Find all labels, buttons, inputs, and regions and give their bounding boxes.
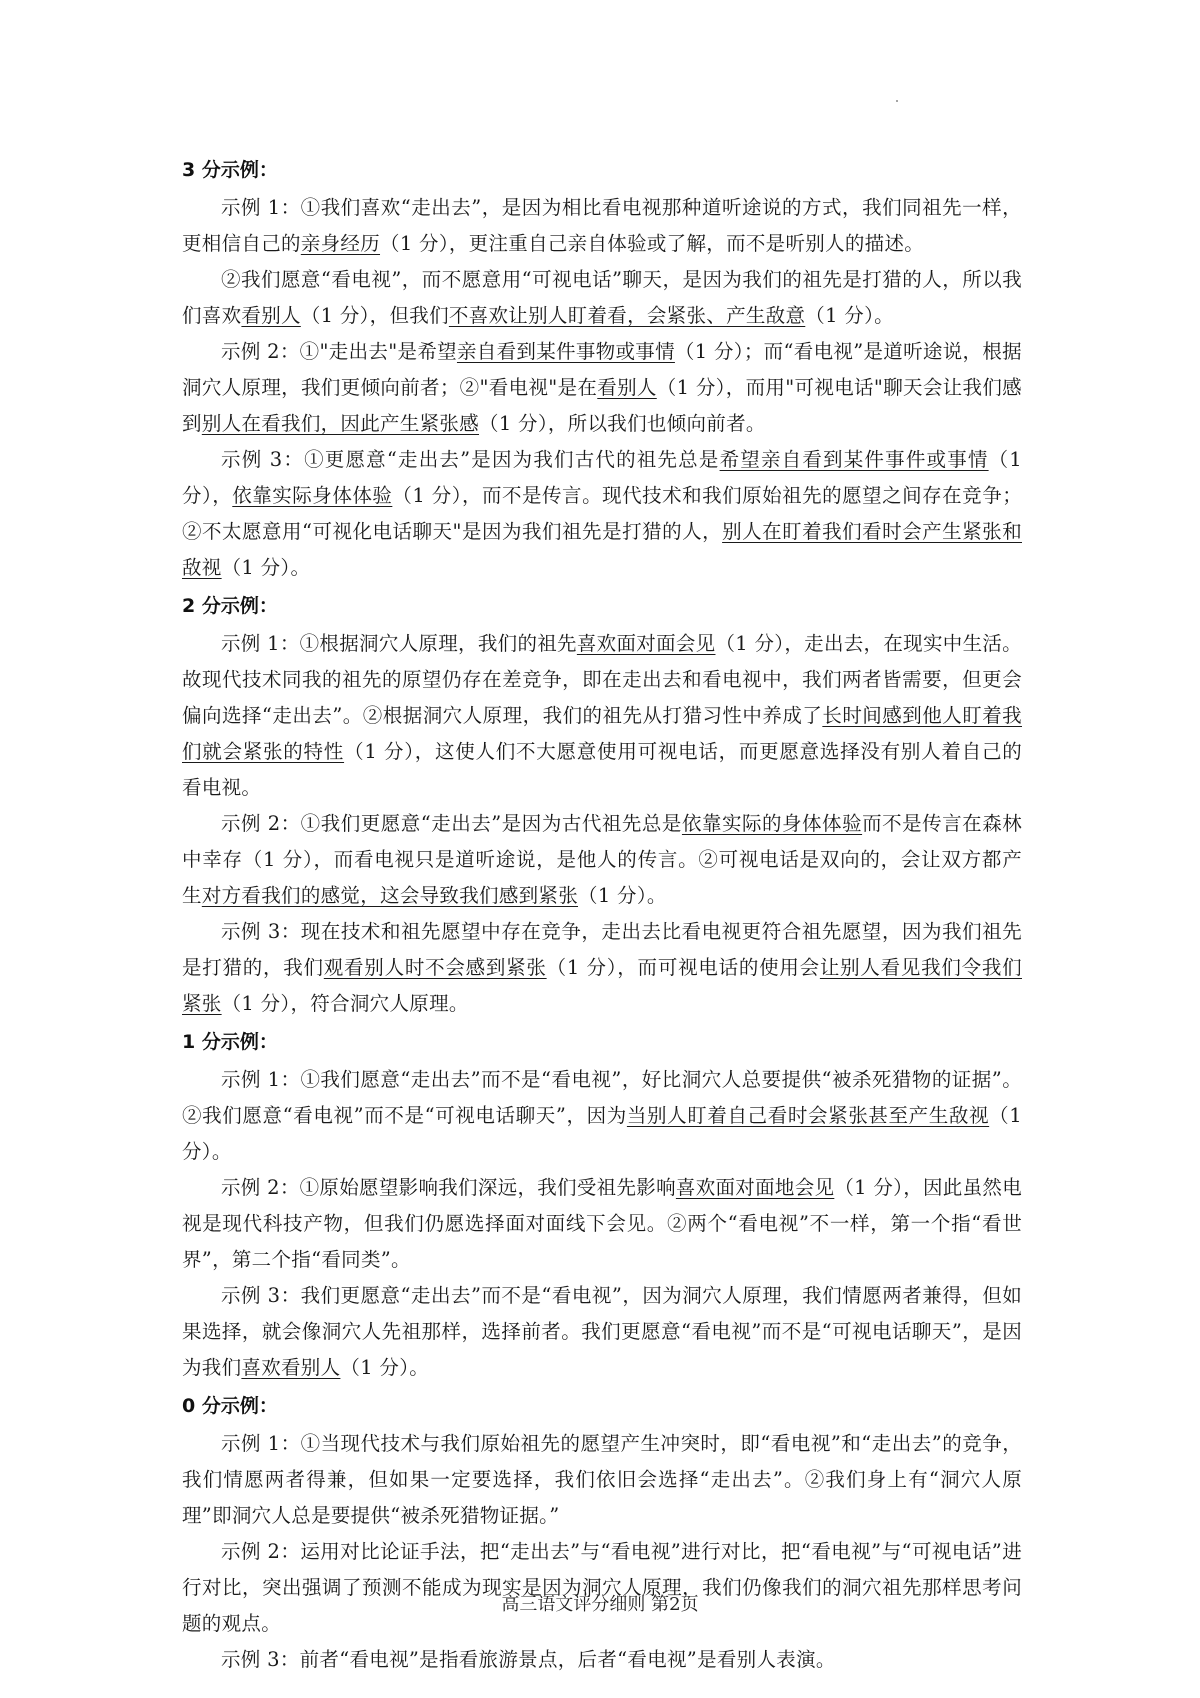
section-heading: 2 分示例： <box>182 595 278 617</box>
paragraph-text: （1 分），因此虽然电视是现代科技产物，但我们仍愿选择面对面线下会见。②两个“看电视”不一样，第一个指“看世界”，第二个指“看同类”。 <box>182 1176 1023 1271</box>
scoring-point-underlined: 看别人 <box>241 304 301 327</box>
example-paragraph <box>182 1062 1022 1170</box>
scoring-point-underlined: 喜欢看别人 <box>241 1356 341 1379</box>
paragraph-text: 示例 3：我们更愿意“走出去”而不是“看电视”，因为洞穴人原理，我们情愿两者兼得，但如果选择，就会像洞穴人先祖那样，选择前者。我们更愿意“看电视”而不是“可视电话聊天”，是因为我们 <box>182 1284 1022 1379</box>
scoring-point-underlined: 观看别人时不会感到紧张 <box>323 956 547 979</box>
scoring-point-underlined: 当别人盯着自己看时会紧张甚至产生敌视 <box>626 1104 990 1127</box>
paragraph-text: 示例 2：①原始愿望影响我们深远，我们受祖先影响 <box>221 1176 676 1199</box>
scoring-point-underlined: 亲自看到某件事物或事情 <box>456 340 675 363</box>
paragraph-text: 示例 1：①根据洞穴人原理，我们的祖先 <box>221 632 577 655</box>
scoring-point-underlined: 喜欢面对面地会见 <box>675 1176 835 1199</box>
page-footer: 高三语文评分细则 第2页 <box>501 1594 699 1615</box>
scoring-point-underlined: 别人在看我们，因此产生紧张感 <box>201 412 480 435</box>
example-paragraph <box>182 190 1022 262</box>
example-paragraph <box>182 1534 1022 1642</box>
scoring-point-underlined: 依靠实际身体体验 <box>232 484 393 507</box>
paragraph-text: 示例 3：①更愿意“走出去”是因为我们古代的祖先总是 <box>221 448 720 471</box>
paragraph-text: ②我们愿意“看电视”，而不愿意用“可视电话”聊天，是因为我们的祖先是打猎的人，所以我们喜欢 <box>182 268 1022 327</box>
scoring-point-underlined: 亲身经历 <box>300 232 381 255</box>
example-paragraph <box>182 626 1022 806</box>
example-paragraph <box>182 914 1022 1022</box>
scoring-point-underlined: 别人在盯着我们看时会产生紧张和敌视 <box>182 520 1022 579</box>
section-heading: 0 分示例： <box>182 1395 278 1417</box>
paragraph-text: 示例 2：①"走出去"是希望 <box>221 340 457 363</box>
paragraph-text: （1 分）。 <box>340 1356 430 1379</box>
paragraph-text: 示例 2：①我们更愿意“走出去”是因为古代祖先总是 <box>221 812 682 835</box>
scoring-point-underlined: 希望亲自看到某件事件或事情 <box>719 448 989 471</box>
example-paragraph <box>182 442 1022 586</box>
scoring-point-underlined: 对方看我们的感觉，这会导致我们感到紧张 <box>201 884 579 907</box>
example-paragraph <box>182 334 1022 442</box>
paragraph-text: 示例 3：现在技术和祖先愿望中存在竞争，走出去比看电视更符合祖先愿望，因为我们祖先是打猎的，我们 <box>182 920 1022 979</box>
section-heading: 1 分示例： <box>182 1031 278 1053</box>
document-body <box>182 150 1022 1678</box>
example-paragraph <box>182 1426 1022 1534</box>
example-paragraph <box>182 806 1022 914</box>
scoring-point-underlined: 依靠实际的身体体验 <box>681 812 863 835</box>
paragraph-text: （1 分），而不是传言。现代技术和我们原始祖先的愿望之间存在竞争；②不太愿意用“可视化电话聊天"是因为我们祖先是打猎的人， <box>182 484 1022 543</box>
paragraph-text: （1 分）。 <box>578 884 667 907</box>
scoring-point-underlined: 让别人看见我们令我们紧张 <box>182 956 1022 1015</box>
example-paragraph <box>182 1278 1022 1386</box>
paragraph-text: 示例 1：①我们愿意“走出去”而不是“看电视”，好比洞穴人总要提供“被杀死猎物的证据”。②我们愿意“看电视”而不是“可视电话聊天”，因为 <box>182 1068 1022 1127</box>
paragraph-text: （1 分），走出去，在现实中生活。故现代技术同我的祖先的原望仍存在差竞争，即在走出去和看电视中，我们两者皆需要，但更会偏向选择“走出去”。②根据洞穴人原理，我们的祖先从打猎习性中养成了 <box>182 632 1022 727</box>
paragraph-text: 示例 2：运用对比论证手法，把“走出去”与“看电视”进行对比，把“看电视”与“可视电话”进行对比，突出强调了预测不能成为现实是因为洞穴人原理，我们仍像我们的洞穴祖先那样思考问题的观点。 <box>182 1540 1022 1635</box>
scoring-point-underlined: 喜欢面对面会见 <box>576 632 716 655</box>
paragraph-text: 示例 1：①我们喜欢“走出去”，是因为相比看电视那种道听途说的方式，我们同祖先一样，更相信自己的 <box>182 196 1022 255</box>
paragraph-text: （1 分），这使人们不大愿意使用可视电话，而更愿意选择没有别人着自己的看电视。 <box>182 740 1022 799</box>
paragraph-text: （1 分），而用"可视电话"聊天会让我们感到 <box>182 376 1022 435</box>
paragraph-text: 示例 3：前者“看电视”是指看旅游景点，后者“看电视”是看别人表演。 <box>221 1648 836 1671</box>
scoring-point-underlined: 不喜欢让别人盯着看，会紧张、产生敌意 <box>448 304 806 327</box>
example-paragraph <box>182 1642 1022 1678</box>
paragraph-text: （1 分），但我们 <box>300 304 449 327</box>
paragraph-text: （1 分）；而“看电视”是道听途说，根据洞穴人原理，我们更倾向前者；②"看电视"是在 <box>182 340 1022 399</box>
scoring-point-underlined: 看别人 <box>597 376 657 399</box>
paragraph-text: （1 分）。 <box>221 556 311 579</box>
scoring-point-underlined: 长时间感到他人盯着我们就会紧张的特性 <box>182 704 1022 763</box>
scan-dot <box>896 100 898 102</box>
example-paragraph <box>182 262 1022 334</box>
paragraph-text: （1 分），而可视电话的使用会 <box>546 956 820 979</box>
paragraph-text: （1 分）， <box>182 448 1022 507</box>
paragraph-text: （1 分），更注重自己亲自体验或了解，而不是听别人的描述。 <box>380 232 925 255</box>
paragraph-text: 而不是传言在森林中幸存（1 分），而看电视只是道听途说，是他人的传言。②可视电话是双向的，会让双方都产生 <box>182 812 1023 907</box>
paragraph-text: （1 分）。 <box>805 304 894 327</box>
section-heading: 3 分示例： <box>182 159 278 181</box>
paragraph-text: （1 分）。 <box>182 1104 1022 1163</box>
paragraph-text: （1 分），所以我们也倾向前者。 <box>479 412 766 435</box>
paragraph-text: （1 分），符合洞穴人原理。 <box>221 992 469 1015</box>
example-paragraph <box>182 1170 1022 1278</box>
paragraph-text: 示例 1：①当现代技术与我们原始祖先的愿望产生冲突时，即“看电视”和“走出去”的竞争，我们情愿两者得兼，但如果一定要选择，我们依旧会选择“走出去”。②我们身上有“洞穴人原理”即洞穴人总是要提供“被杀死猎物证据。” <box>182 1432 1022 1527</box>
